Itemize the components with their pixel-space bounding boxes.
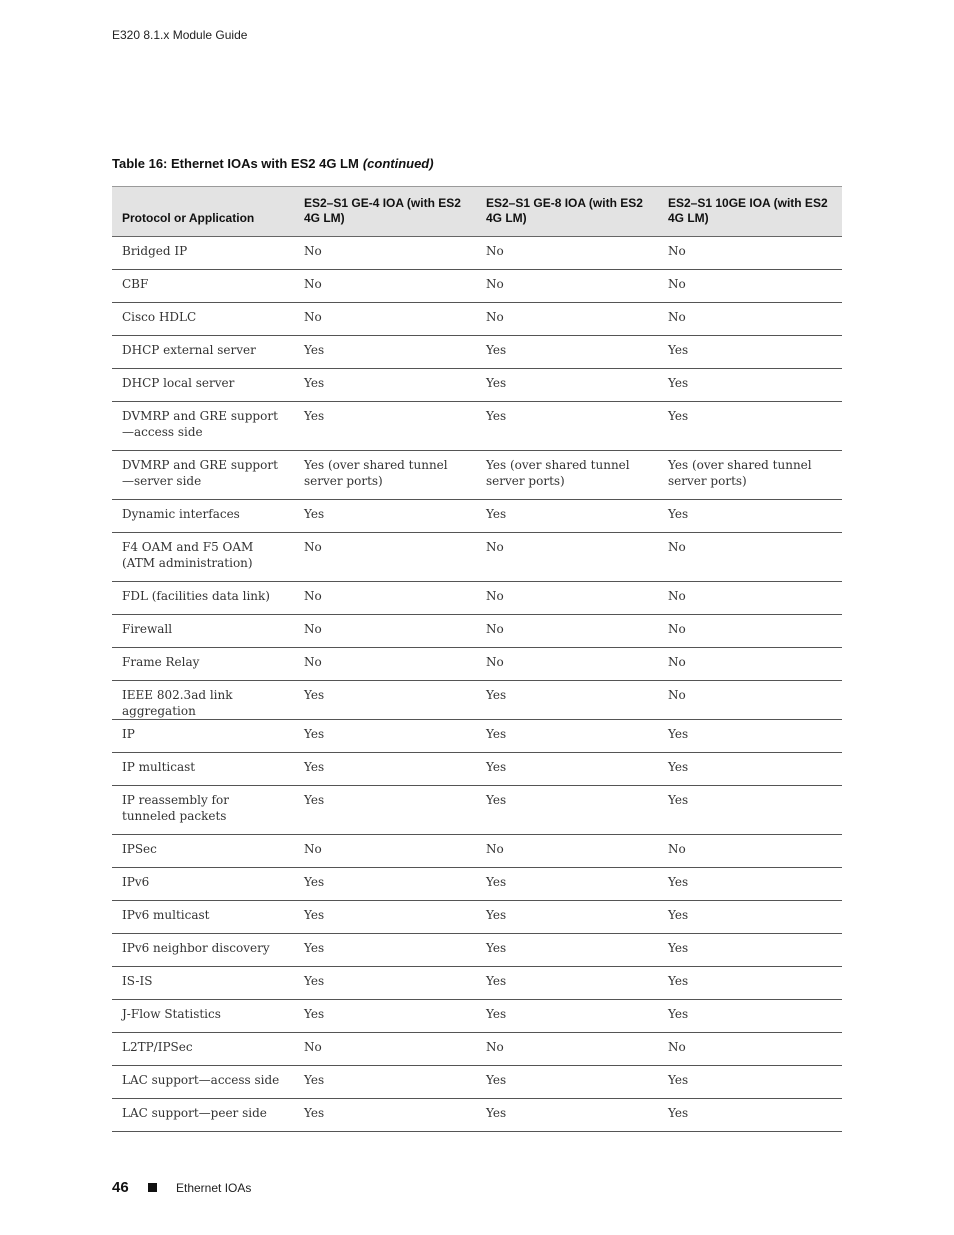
cell-ge4: Yes [294,402,476,451]
cell-ge8: Yes [476,934,658,967]
cell-10ge: Yes [658,402,842,451]
table-row [112,237,842,270]
cell-protocol: Cisco HDLC [112,303,294,336]
cell-10ge: Yes [658,753,842,786]
cell-ge4: Yes [294,868,476,901]
cell-ge4: Yes [294,720,476,753]
ethernet-ioa-table [112,186,842,1132]
cell-ge8: Yes [476,901,658,934]
cell-10ge: Yes [658,967,842,1000]
cell-ge4: No [294,582,476,615]
cell-protocol: J-Flow Statistics [112,1000,294,1033]
cell-protocol: FDL (facilities data link) [112,582,294,615]
footer-square-icon [148,1183,157,1192]
table-row [112,934,842,967]
column-header-ge8: ES2–S1 GE-8 IOA (with ES2 4G LM) [476,187,658,237]
cell-ge8: No [476,582,658,615]
cell-ge8: Yes [476,720,658,753]
column-header-ge4: ES2–S1 GE-4 IOA (with ES2 4G LM) [294,187,476,237]
cell-ge8: Yes [476,1099,658,1132]
cell-ge4: Yes [294,786,476,835]
table-row [112,648,842,681]
table-body [112,237,842,1132]
cell-ge8: Yes [476,402,658,451]
cell-10ge: Yes [658,500,842,533]
column-header-10ge: ES2–S1 10GE IOA (with ES2 4G LM) [658,187,842,237]
cell-10ge: Yes [658,934,842,967]
cell-10ge: No [658,270,842,303]
cell-ge4: No [294,835,476,868]
cell-protocol: LAC support—peer side [112,1099,294,1132]
page-number: 46 [112,1179,129,1196]
cell-10ge: No [658,582,842,615]
running-header: E320 8.1.x Module Guide [112,28,248,42]
table-header-row [112,187,842,237]
cell-ge4: No [294,237,476,270]
cell-10ge: Yes [658,1066,842,1099]
cell-protocol: IPv6 neighbor discovery [112,934,294,967]
table-row [112,582,842,615]
cell-ge4: Yes [294,934,476,967]
cell-ge8: Yes [476,336,658,369]
cell-protocol: IPSec [112,835,294,868]
cell-ge8: No [476,648,658,681]
cell-ge8: No [476,270,658,303]
cell-ge4: Yes [294,336,476,369]
cell-ge8: Yes [476,1066,658,1099]
cell-ge4: Yes [294,1000,476,1033]
cell-protocol: CBF [112,270,294,303]
table-row [112,533,842,582]
table-caption-title: Table 16: Ethernet IOAs with ES2 4G LM [112,156,359,171]
footer-section-title: Ethernet IOAs [176,1181,252,1195]
cell-protocol: DHCP external server [112,336,294,369]
cell-protocol: DHCP local server [112,369,294,402]
cell-ge8: No [476,533,658,582]
cell-10ge: No [658,237,842,270]
cell-protocol: IP reassembly for tunneled packets [112,786,294,835]
cell-10ge: Yes [658,1000,842,1033]
table-row [112,868,842,901]
table-row [112,1066,842,1099]
cell-ge4: Yes [294,681,476,720]
cell-protocol: L2TP/IPSec [112,1033,294,1066]
cell-10ge: Yes [658,369,842,402]
cell-10ge: No [658,648,842,681]
cell-ge4: Yes [294,1099,476,1132]
cell-ge4: No [294,648,476,681]
cell-protocol: IP [112,720,294,753]
cell-ge4: Yes (over shared tunnel server ports) [294,451,476,500]
cell-protocol: DVMRP and GRE support—access side [112,402,294,451]
cell-10ge: Yes [658,868,842,901]
cell-10ge: Yes [658,720,842,753]
cell-protocol: Firewall [112,615,294,648]
table-row [112,786,842,835]
cell-10ge: Yes [658,786,842,835]
cell-ge8: Yes [476,500,658,533]
cell-10ge: No [658,533,842,582]
column-header-protocol: Protocol or Application [112,187,294,237]
table-row [112,336,842,369]
cell-ge8: Yes [476,967,658,1000]
cell-ge8: Yes [476,786,658,835]
table-row [112,967,842,1000]
table-row [112,615,842,648]
cell-ge8: Yes [476,681,658,720]
cell-protocol: LAC support—access side [112,1066,294,1099]
cell-ge8: No [476,615,658,648]
table-row [112,1000,842,1033]
cell-ge4: No [294,615,476,648]
cell-10ge: Yes [658,336,842,369]
cell-ge4: No [294,270,476,303]
cell-ge4: No [294,533,476,582]
cell-protocol: IEEE 802.3ad link aggregation [112,681,294,720]
cell-ge4: Yes [294,967,476,1000]
cell-ge8: Yes (over shared tunnel server ports) [476,451,658,500]
cell-protocol: F4 OAM and F5 OAM (ATM administration) [112,533,294,582]
cell-10ge: No [658,835,842,868]
cell-ge4: Yes [294,901,476,934]
table-caption-continued: (continued) [362,156,434,171]
table-row [112,681,842,720]
cell-protocol: IPv6 [112,868,294,901]
cell-protocol: Frame Relay [112,648,294,681]
table-row [112,901,842,934]
cell-protocol: Bridged IP [112,237,294,270]
cell-10ge: Yes (over shared tunnel server ports) [658,451,842,500]
cell-ge8: No [476,303,658,336]
cell-ge4: No [294,303,476,336]
cell-10ge: No [658,1033,842,1066]
cell-protocol: Dynamic interfaces [112,500,294,533]
cell-ge4: Yes [294,500,476,533]
cell-ge8: No [476,237,658,270]
cell-ge8: No [476,835,658,868]
table-row [112,1099,842,1132]
table-caption [112,156,434,171]
cell-protocol: IS-IS [112,967,294,1000]
cell-ge4: Yes [294,369,476,402]
cell-ge4: No [294,1033,476,1066]
cell-ge8: Yes [476,753,658,786]
cell-ge8: Yes [476,868,658,901]
cell-ge8: No [476,1033,658,1066]
table-row [112,720,842,753]
table-row [112,303,842,336]
cell-protocol: IPv6 multicast [112,901,294,934]
table-row [112,270,842,303]
table-row [112,500,842,533]
cell-ge8: Yes [476,369,658,402]
cell-10ge: No [658,615,842,648]
cell-ge8: Yes [476,1000,658,1033]
table-row [112,835,842,868]
cell-protocol: DVMRP and GRE support—server side [112,451,294,500]
cell-10ge: No [658,303,842,336]
table-row [112,1033,842,1066]
table-row [112,451,842,500]
table-row [112,402,842,451]
cell-protocol: IP multicast [112,753,294,786]
cell-10ge: Yes [658,901,842,934]
cell-10ge: Yes [658,1099,842,1132]
cell-10ge: No [658,681,842,720]
table-row [112,369,842,402]
cell-ge4: Yes [294,1066,476,1099]
table-row [112,753,842,786]
cell-ge4: Yes [294,753,476,786]
